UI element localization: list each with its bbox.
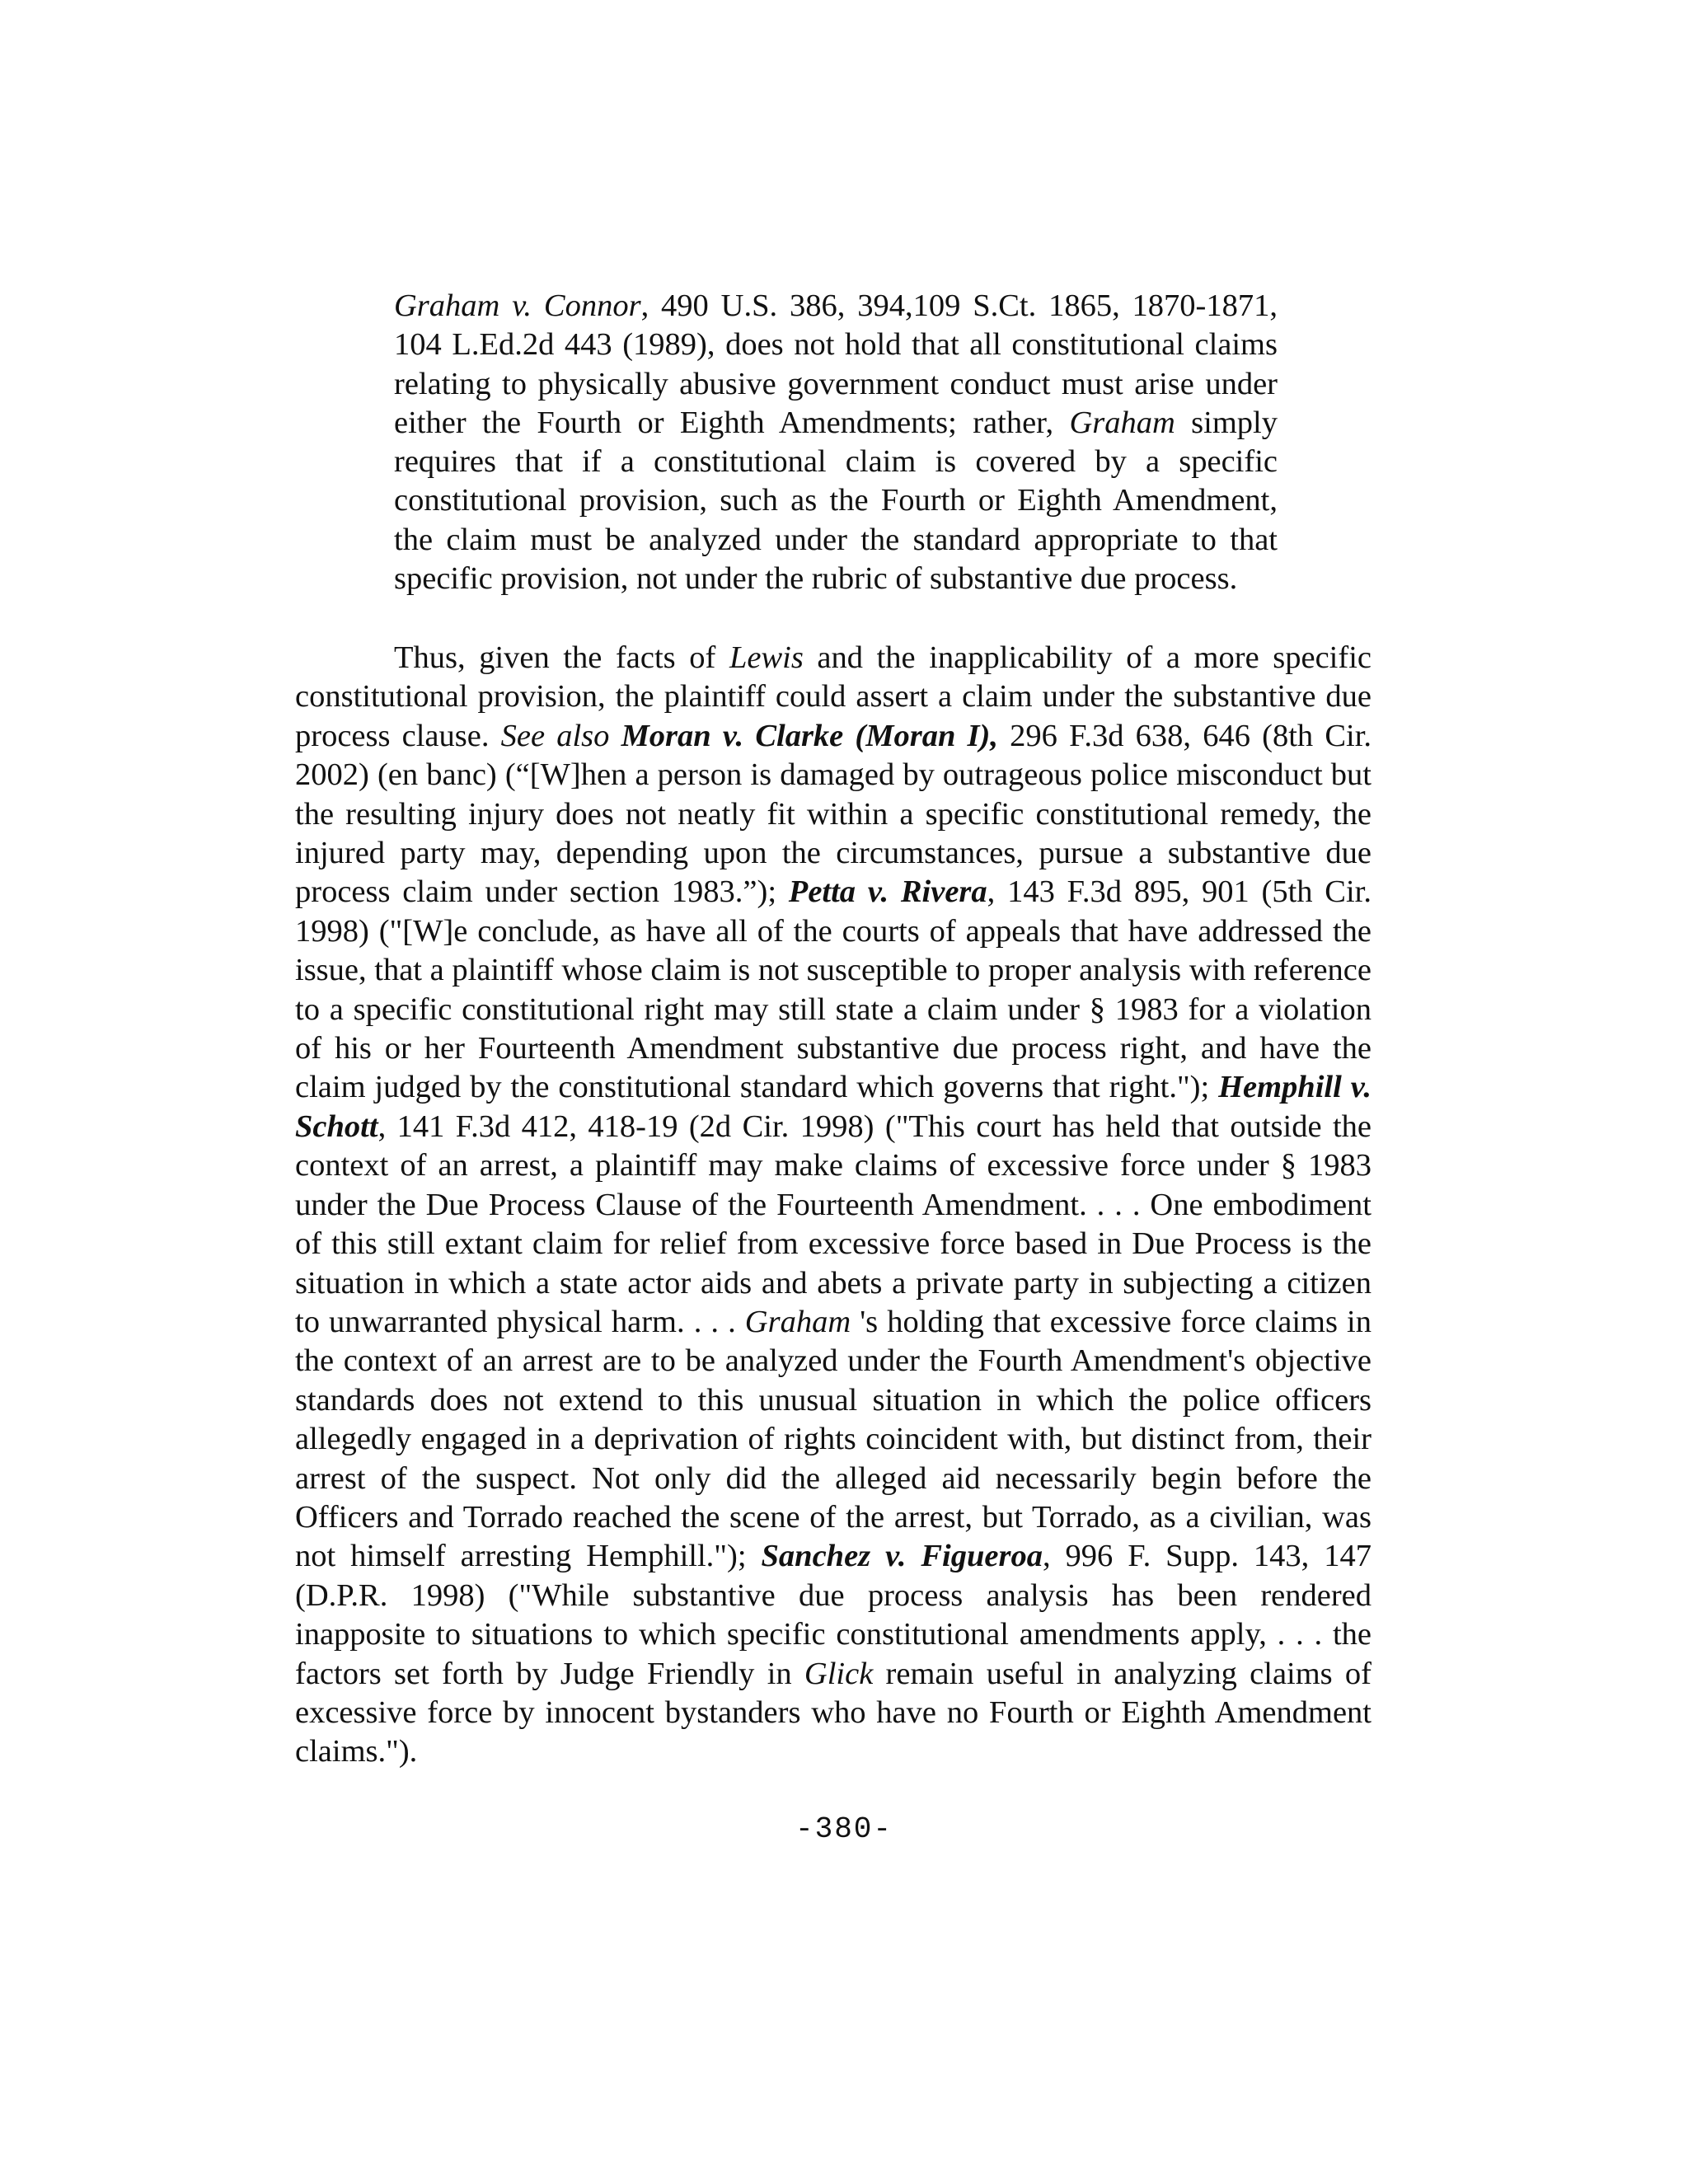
paragraph-text: , 143 F.3d 895, 901 (5th Cir. 1998) ("[W]e conclude, as have all of the courts of appeals that have addressed the issue, that a plaintiff whose claim is not susceptible to proper analysis with reference to a specific constitutional right may still state a claim under § 1983 for a violation of his or her Fourteenth Amendment substantive due process right, and have the claim judged by the constitutional standard which governs that right."); — [295, 874, 1372, 1105]
paragraph-text: , 141 F.3d 412, 418-19 (2d Cir. 1998) ("This court has held that outside the context of an arrest, a plaintiff may make claims of excessive force under § 1983 under the Due Process Clause of the Fourteenth Amendment. . . . One embodiment of this still extant claim for relief from excessive force based in Due Process is the situation in which a state actor aids and abets a private party in subjecting a citizen to unwarranted physical harm. . . . — [295, 1108, 1372, 1339]
paragraph-text: Thus, given the facts of — [394, 640, 729, 675]
case-name-petta: Petta v. Rivera — [788, 874, 987, 910]
case-name-glick: Glick — [804, 1656, 874, 1691]
case-name-graham-inline: Graham — [744, 1304, 851, 1339]
paragraph-text: and the inapplicability of a more specific constitutional provision, the plaintiff could assert a claim under the substantive due process clause. — [295, 640, 1372, 753]
signal-see-also: See also — [500, 718, 610, 753]
paragraph-text: remain useful in analyzing claims of excessive force by innocent bystanders who have no Fourth or Eighth Amendment claims."). — [295, 1656, 1372, 1769]
body-paragraph — [295, 639, 1372, 1772]
case-name-sanchez: Sanchez v. Figueroa — [761, 1539, 1043, 1574]
case-name-graham: Graham — [1069, 405, 1175, 440]
block-quote — [394, 287, 1278, 598]
case-name-hemphill: Hemphill v. Schott — [295, 1070, 1372, 1144]
paragraph-text: 's holding that excessive force claims in the context of an arrest are to be analyzed under the Fourth Amendment's objective standards does not extend to this unusual situation in which the police officers allegedly engaged in a deprivation of rights coincident with, but distinct from, their arrest of the suspect. Not only did the alleged aid necessarily begin before the Officers and Torrado reached the scene of the arrest, but Torrado, as a civilian, was not himself arresting Hemphill."); — [295, 1304, 1372, 1574]
page-number: -380- — [795, 1812, 893, 1846]
quote-text: simply requires that if a constitutional claim is covered by a specific constitutional provision, such as the Fourth or Eighth Amendment, the claim must be analyzed under the standard appropriate to that specific provision, not under the rubric of substantive due process. — [394, 405, 1278, 597]
quote-text: , 490 U.S. 386, 394,109 S.Ct. 1865, 1870-1871, 104 L.Ed.2d 443 (1989), does not hold that all constitutional claims relating to physically abusive government conduct must arise under either the Fourth or Eighth Amendments; rather, — [394, 288, 1278, 440]
case-name-graham-v-connor: Graham v. Connor — [394, 288, 641, 323]
case-name-lewis: Lewis — [729, 640, 804, 675]
paragraph-text: 296 F.3d 638, 646 (8th Cir. 2002) (en banc) (“[W]hen a person is damaged by outrageous police misconduct but the resulting injury does not neatly fit within a specific constitutional remedy, the injured party may, depending upon the circumstances, pursue a substantive due process claim under section 1983.”); — [295, 718, 1372, 910]
paragraph-text — [609, 719, 621, 753]
paragraph-text: , 996 F. Supp. 143, 147 (D.P.R. 1998) ("While substantive due process analysis has been rendered inapposite to situations to which specific constitutional amendments apply, . . . the factors set forth by Judge Friendly in — [295, 1539, 1372, 1691]
case-name-moran: Moran v. Clarke (Moran I), — [621, 718, 998, 753]
